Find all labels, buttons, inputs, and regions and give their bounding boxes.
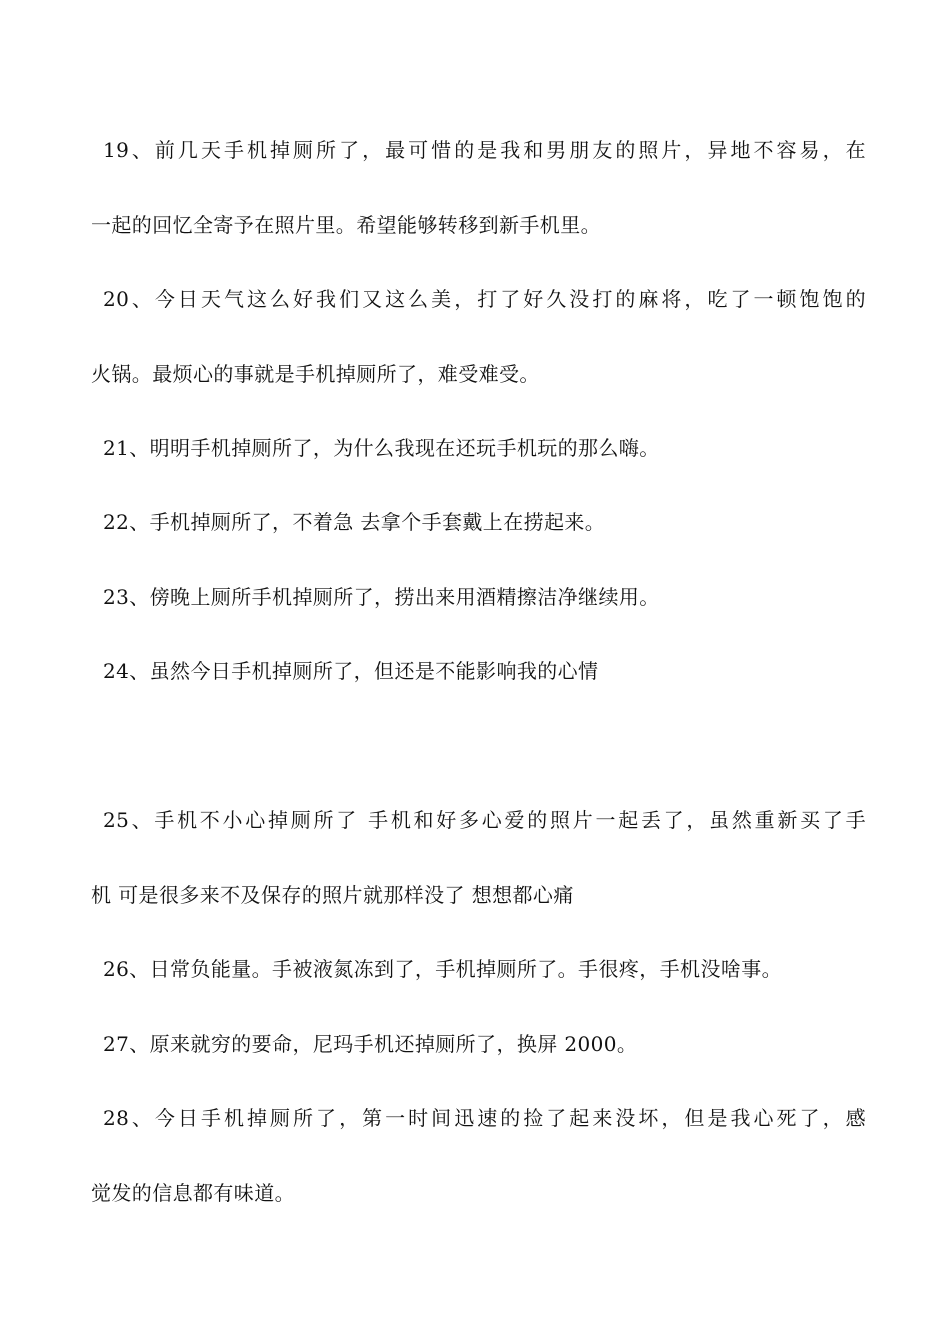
paragraph-20-line-2: 火锅。最烦心的事就是手机掉厕所了，难受难受。 <box>91 362 540 386</box>
paragraph-27-line-1: 27、原来就穷的要命，尼玛手机还掉厕所了，换屏 2000。 <box>103 1032 638 1056</box>
paragraph-25-line-1: 25、手机不小心掉厕所了 手机和好多心爱的照片一起丢了，虽然重新买了手 <box>103 808 866 832</box>
paragraph-23-line-1: 23、傍晚上厕所手机掉厕所了，捞出来用酒精擦洁净继续用。 <box>103 585 660 609</box>
paragraph-24-line-1: 24、虽然今日手机掉厕所了，但还是不能影响我的心情 <box>103 659 599 683</box>
paragraph-21-line-1: 21、明明手机掉厕所了，为什么我现在还玩手机玩的那么嗨。 <box>103 436 660 460</box>
paragraph-20-line-1: 20、今日天气这么好我们又这么美，打了好久没打的麻将，吃了一顿饱饱的 <box>103 287 866 311</box>
paragraph-19-line-1: 19、前几天手机掉厕所了，最可惜的是我和男朋友的照片，异地不容易，在 <box>103 138 866 162</box>
paragraph-26-line-1: 26、日常负能量。手被液氮冻到了，手机掉厕所了。手很疼，手机没啥事。 <box>103 957 783 981</box>
paragraph-28-line-1: 28、今日手机掉厕所了，第一时间迅速的捡了起来没坏，但是我心死了，感 <box>103 1106 866 1130</box>
paragraph-19-line-2: 一起的回忆全寄予在照片里。希望能够转移到新手机里。 <box>91 213 601 237</box>
paragraph-28-line-2: 觉发的信息都有味道。 <box>91 1181 295 1205</box>
paragraph-22-line-1: 22、手机掉厕所了，不着急 去拿个手套戴上在捞起来。 <box>103 510 606 534</box>
paragraph-25-line-2: 机 可是很多来不及保存的照片就那样没了 想想都心痛 <box>91 883 574 907</box>
